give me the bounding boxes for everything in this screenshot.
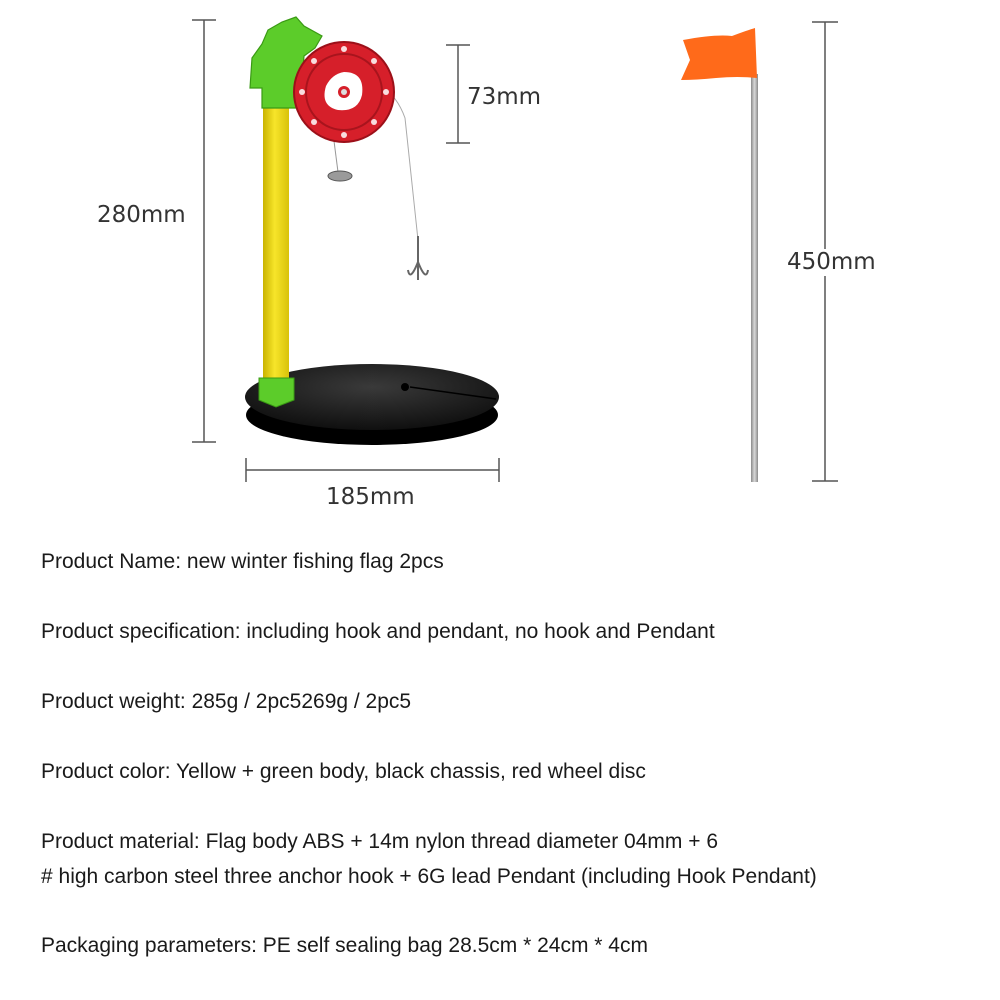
- spec-product-material: Product material: Flag body ABS + 14m nylon thread diameter 04mm + 6: [41, 830, 719, 853]
- red-wheel: [294, 42, 394, 142]
- treble-hook: [408, 236, 428, 280]
- dimension-label-185mm: 185mm: [326, 484, 415, 510]
- spec-product-material-continued: # high carbon steel three anchor hook + 6G lead Pendant (including Hook Pendant): [41, 865, 817, 888]
- lead-pendant: [328, 171, 352, 181]
- flag-pole: [751, 74, 758, 482]
- spec-product-name: Product Name: new winter fishing flag 2pcs: [41, 550, 444, 573]
- dimension-280mm-lines: [192, 20, 216, 442]
- spec-product-specification: Product specification: including hook and pendant, no hook and Pendant: [41, 620, 715, 643]
- spec-product-color: Product color: Yellow + green body, black chassis, red wheel disc: [41, 760, 646, 783]
- dimension-label-73mm: 73mm: [467, 84, 542, 110]
- yellow-post: [263, 100, 289, 390]
- spec-packaging-parameters: Packaging parameters: PE self sealing bag 28.5cm * 24cm * 4cm: [41, 934, 648, 957]
- orange-flag: [681, 28, 757, 80]
- dimension-185mm-lines: [246, 458, 499, 482]
- spec-product-weight: Product weight: 285g / 2pc5269g / 2pc5: [41, 690, 412, 713]
- dimension-label-450mm: 450mm: [787, 249, 876, 275]
- dimension-label-280mm: 280mm: [97, 202, 186, 228]
